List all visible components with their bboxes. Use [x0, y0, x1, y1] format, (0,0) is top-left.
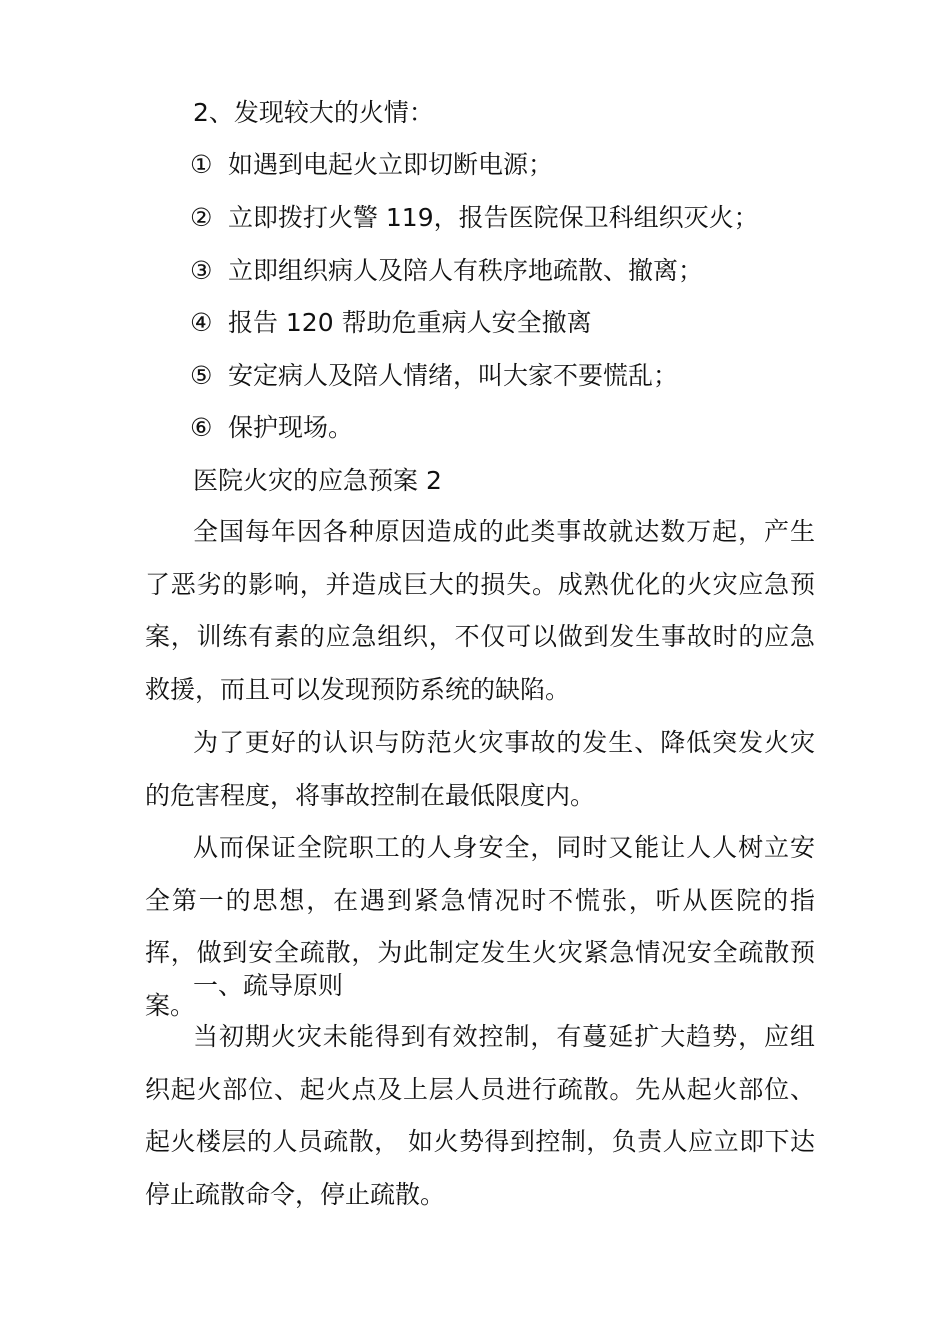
- step-text: 安定病人及陪人情绪，叫大家不要慌乱；: [227, 361, 678, 390]
- paragraph-safety: 从而保证全院职工的人身安全，同时又能让人人树立安全第一的思想，在遇到紧急情况时不慌张，听从医院的指挥，做到安全疏散，为此制定发生火灾紧急情况安全疏散预案。: [145, 833, 815, 1020]
- paragraph-purpose: 为了更好的认识与防范火灾事故的发生、降低突发火灾的危害程度，将事故控制在最低限度内。: [145, 728, 815, 810]
- step-text: 如遇到电起火立即切断电源；: [227, 150, 553, 179]
- step-item: [190, 255, 703, 287]
- step-item: [190, 307, 592, 339]
- section-title: 医院火灾的应急预案 2: [193, 466, 442, 495]
- heading-fire-large: 2、发现较大的火情：: [193, 98, 434, 127]
- subheading-guidance-principle: 一、疏导原则: [193, 971, 344, 1000]
- step-number: ⑥: [190, 413, 213, 442]
- step-number: ⑤: [190, 361, 213, 390]
- step-text: 立即拨打火警 119，报告医院保卫科组织灭火；: [227, 203, 759, 232]
- step-item: [190, 360, 678, 392]
- step-number: ②: [190, 203, 213, 232]
- step-text: 立即组织病人及陪人有秩序地疏散、撤离；: [227, 256, 703, 285]
- paragraph-evacuation: 当初期火灾未能得到有效控制，有蔓延扩大趋势，应组织起火部位、起火点及上层人员进行疏散。先从起火部位、起火楼层的人员疏散， 如火势得到控制，负责人应立即下达停止疏散命令，停止疏散。: [145, 1022, 815, 1209]
- step-text: 保护现场。: [227, 413, 353, 442]
- step-item: [190, 202, 759, 234]
- step-number: ④: [190, 308, 213, 337]
- step-item: [190, 149, 553, 181]
- paragraph-intro: 全国每年因各种原因造成的此类事故就达数万起，产生了恶劣的影响，并造成巨大的损失。成熟优化的火灾应急预案，训练有素的应急组织，不仅可以做到发生事故时的应急救援，而且可以发现预防系统的缺陷。: [145, 517, 815, 704]
- step-number: ①: [190, 150, 213, 179]
- step-item: [190, 412, 353, 444]
- step-number: ③: [190, 256, 213, 285]
- step-text: 报告 120 帮助危重病人安全撤离: [227, 308, 592, 337]
